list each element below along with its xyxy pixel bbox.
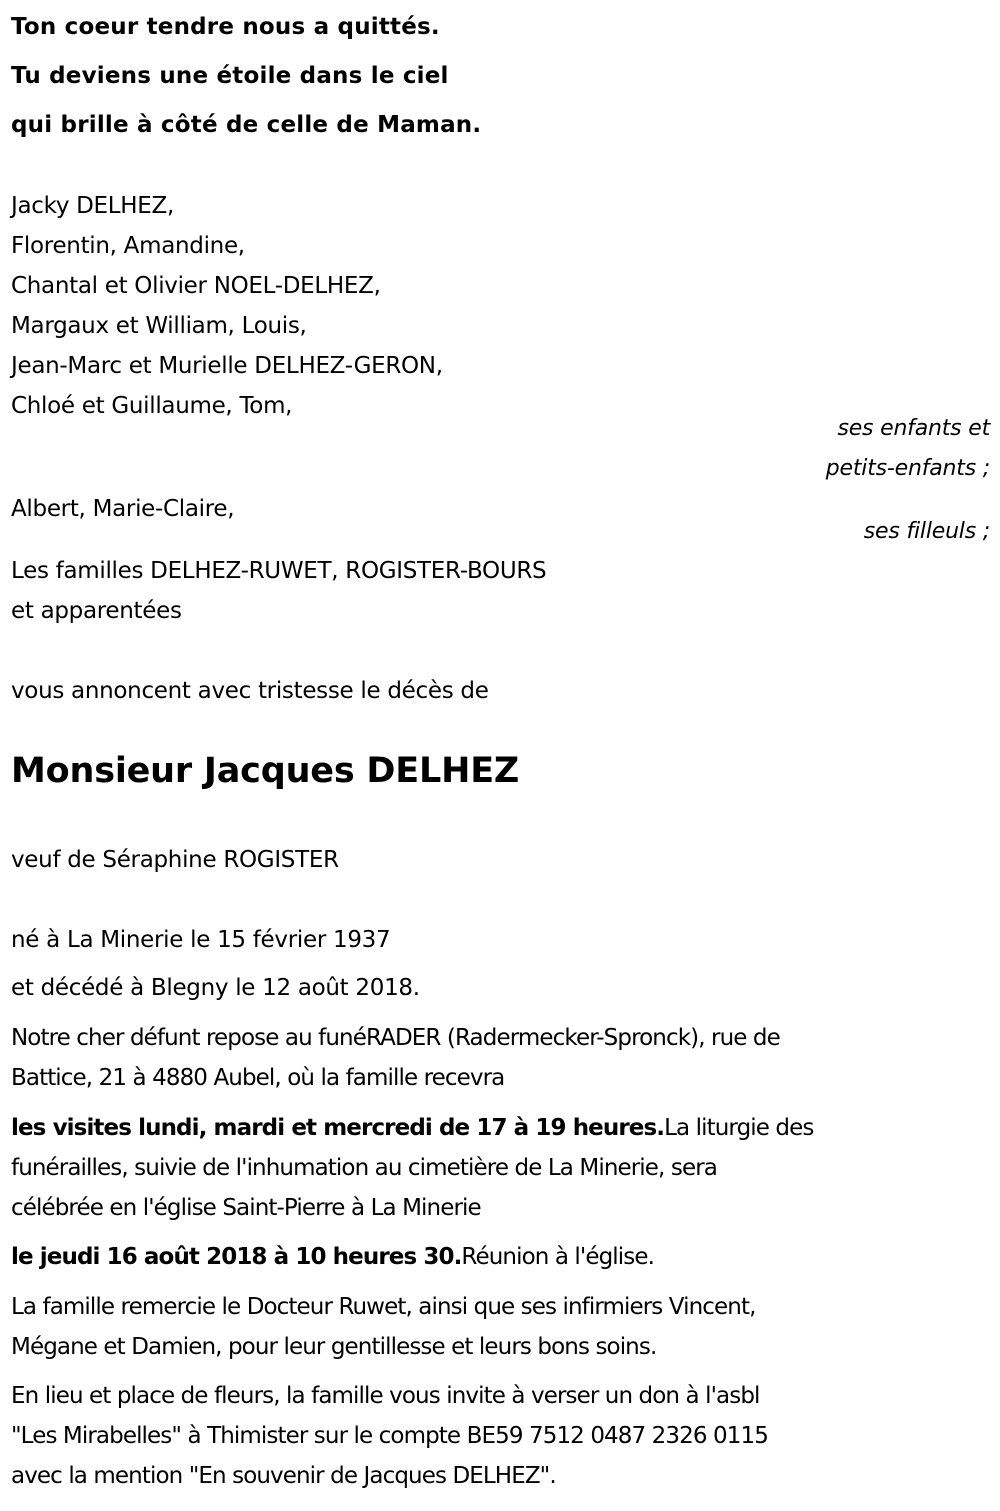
- godchildren-line: Albert, Marie-Claire,: [11, 496, 235, 522]
- family-member-line: Florentin, Amandine,: [11, 233, 245, 259]
- funeral-line: [11, 1242, 654, 1272]
- funeral-datetime: le jeudi 16 août 2018 à 10 heures 30.: [11, 1244, 462, 1270]
- visits-line: [11, 1113, 813, 1143]
- donation-line: avec la mention "En souvenir de Jacques DELHEZ".: [11, 1463, 556, 1489]
- godchildren-role-label: ses filleuls ;: [863, 519, 990, 544]
- liturgy-intro: La liturgie des: [664, 1115, 814, 1141]
- liturgy-line: funérailles, suivie de l'inhumation au cimetière de La Minerie, sera: [11, 1155, 717, 1181]
- thanks-line: La famille remercie le Docteur Ruwet, ainsi que ses infirmiers Vincent,: [11, 1294, 756, 1320]
- rest-place-line: Battice, 21 à 4880 Aubel, où la famille recevra: [11, 1065, 505, 1091]
- deceased-name: Monsieur Jacques DELHEZ: [11, 751, 520, 791]
- children-role-label: ses enfants et: [837, 416, 990, 441]
- family-member-line: Margaux et William, Louis,: [11, 313, 307, 339]
- announcement-text: vous annoncent avec tristesse le décès de: [11, 678, 489, 704]
- family-member-line: Chloé et Guillaume, Tom,: [11, 393, 293, 419]
- meeting-text: Réunion à l'église.: [461, 1244, 655, 1270]
- poem-line: Tu deviens une étoile dans le ciel: [11, 63, 449, 89]
- children-role-label: petits-enfants ;: [825, 456, 990, 481]
- visits-hours: les visites lundi, mardi et mercredi de 17 à 19 heures.: [11, 1115, 665, 1141]
- family-member-line: Jean-Marc et Murielle DELHEZ-GERON,: [11, 353, 443, 379]
- widower-of-text: veuf de Séraphine ROGISTER: [11, 847, 339, 873]
- families-line: et apparentées: [11, 598, 182, 624]
- poem-line: Ton coeur tendre nous a quittés.: [11, 14, 440, 40]
- liturgy-line: célébrée en l'église Saint-Pierre à La Minerie: [11, 1195, 481, 1221]
- families-line: Les familles DELHEZ-RUWET, ROGISTER-BOURS: [11, 558, 547, 584]
- family-member-line: Chantal et Olivier NOEL-DELHEZ,: [11, 273, 381, 299]
- donation-line: "Les Mirabelles" à Thimister sur le compte BE59 7512 0487 2326 0115: [11, 1423, 768, 1449]
- rest-place-line: Notre cher défunt repose au funéRADER (Radermecker-Spronck), rue de: [11, 1025, 780, 1051]
- thanks-line: Mégane et Damien, pour leur gentillesse et leurs bons soins.: [11, 1334, 657, 1360]
- death-text: et décédé à Blegny le 12 août 2018.: [11, 975, 420, 1001]
- poem-line: qui brille à côté de celle de Maman.: [11, 112, 482, 138]
- donation-line: En lieu et place de fleurs, la famille vous invite à verser un don à l'asbl: [11, 1383, 760, 1409]
- birth-text: né à La Minerie le 15 février 1937: [11, 927, 391, 953]
- family-member-line: Jacky DELHEZ,: [11, 193, 174, 219]
